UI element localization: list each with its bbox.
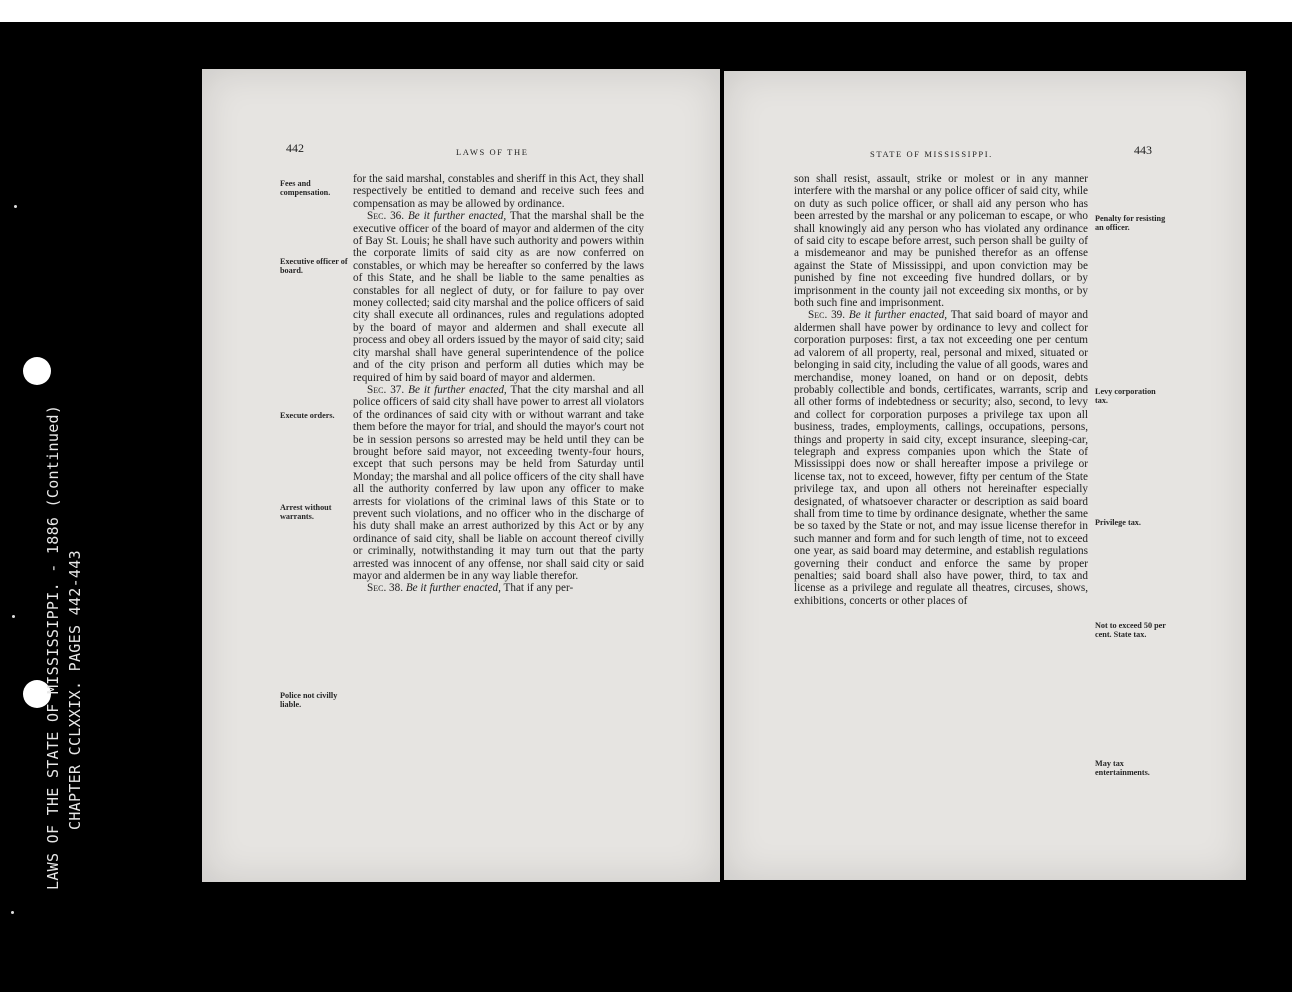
section-number: Sec. 39. (808, 309, 846, 322)
caption-line-1: LAWS OF THE STATE OF MISSISSIPPI. - 1886 (Continued) (44, 404, 62, 890)
paragraph (353, 173, 644, 210)
page-number: 442 (286, 141, 304, 155)
enacting-clause: Be it further enacted, (405, 582, 501, 595)
running-head: LAWS OF THE (456, 147, 529, 157)
enacting-clause: Be it further enacted, (408, 383, 507, 396)
text-column (353, 173, 644, 595)
paragraph (794, 173, 1088, 309)
binder-hole-top (23, 357, 51, 385)
margin-note: Execute orders. (280, 411, 335, 420)
microfilm-caption (42, 405, 86, 890)
film-speck (14, 205, 17, 208)
section-number: Sec. 37. (367, 383, 405, 396)
margin-note: Not to exceed 50 per cent. State tax. (1095, 621, 1166, 639)
left-page (202, 69, 720, 882)
margin-note: Levy corporation tax. (1095, 387, 1156, 405)
section-paragraph (353, 384, 644, 583)
text-column (794, 173, 1088, 607)
section-paragraph (353, 210, 644, 384)
enacting-clause: Be it further enacted, (407, 210, 507, 223)
paragraph-text: That the city marshal and all police officers of said city shall have power to arrest all violators of the ordinances of said city with or without warrant and take them before the mayor for trial, and should the mayor's court not be in session persons so arrested may be held until they can be brought before said mayor, not exceeding twenty-four hours, except that such persons may be held from Saturday until Monday; the marshal and all police officers of the city shall have all the authority conferred by law upon any officer to make arrests for violations of the criminal laws of this State or to prevent such violations, and no officer who in the discharge of his duty shall make an arrest authorized by this Act or by any ordinance of said city, shall be liable on account thereof civilly or criminally, notwithstanding it may turn out that the party arrested was innocent of any offense, nor shall said city or said mayor and aldermen be in any way liable therefor. (353, 383, 644, 582)
paragraph-text: That if any per- (503, 582, 574, 595)
page-number: 443 (1134, 143, 1152, 157)
margin-note: May tax entertainments. (1095, 759, 1150, 777)
margin-note: Privilege tax. (1095, 518, 1141, 527)
section-number: Sec. 36. (367, 210, 405, 223)
film-speck (12, 615, 15, 618)
margin-note: Executive officer of board. (280, 257, 348, 275)
enacting-clause: Be it further enacted, (848, 309, 948, 322)
paragraph-text: That said board of mayor and aldermen shall have power by ordinance to levy and collect for corporation purposes: first, a tax not exceeding one per centum ad valorem of all property, real, personal and mixed, situated or belonging in said city, including the value of all goods, wares and merchandise, money loaned, on hand or on deposit, debts probably collectible and bonds, certificates, warrants, scrip and all other forms of indebtedness or security; also, second, to levy and collect for corporation purposes a privilege tax upon all business, trades, employments, callings, occupations, persons, things and property in said city, except insurance, sleeping-car, telegraph and express companies upon which the State of Mississippi does now or shall hereafter impose a privilege or license tax, not to exceed, however, fifty per centum of the State privilege tax, and upon all others not hereinafter especially designated, of whatsoever character or description as said board shall from time to time by ordinance designate, whether the same be so taxed by the State or not, and may issue license therefor in such manner and form and for such length of time, not to exceed one year, as said board may determine, and establish regulations governing their conduct and enforce the same by proper penalties; said board shall also have power, third, to tax and license as a privilege and regulate all theatres, circuses, shows, exhibitions, concerts or other places of (794, 309, 1088, 607)
margin-note: Arrest without warrants. (280, 503, 332, 521)
paragraph-text: for the said marshal, constables and sheriff in this Act, they shall respectively be entitled to demand and receive such fees and compensation as may be allowed by ordinance. (353, 173, 644, 210)
scan-top-border (0, 0, 1292, 22)
margin-note: Police not civilly liable. (280, 691, 338, 709)
section-paragraph (794, 309, 1088, 607)
section-number: Sec. 38. (367, 582, 404, 595)
margin-note: Fees and compensation. (280, 179, 331, 197)
section-paragraph (353, 582, 644, 594)
paragraph-text: son shall resist, assault, strike or molest or in any manner interfere with the marshal or any police officer of said city, while on duty as such police officer, or shall aid any person who has been arrested by the marshal or any policeman to escape, or who shall knowingly aid any person who has violated any ordinance of said city to escape before arrest, such person shall be guilty of a misdemeanor and may be punished therefor as an offense against the State of Mississippi, and upon conviction may be punished by fine not exceeding five hundred dollars, or by imprisonment in the county jail not exceeding six months, or by both such fine and imprisonment. (794, 173, 1088, 310)
paragraph-text: That the marshal shall be the executive officer of the board of mayor and aldermen of the city of Bay St. Louis; he shall have such authority and powers within the corporate limits of said city as are now conferred on constables, or which may be hereafter so conferred by the laws of this State, and he shall be liable to the same penalties as constables for all neglect of duty, or for failure to pay over money collected; said city marshal and the police officers of said city shall execute all ordinances, rules and regulations adopted by the board of mayor and aldermen and shall execute all process and obey all orders issued by the mayor of said city; said city marshal shall have general superintendence of the police and of the city prison and perform all duties which may be required of him by said board of mayor and aldermen. (353, 210, 644, 384)
film-speck (11, 911, 14, 914)
running-head: STATE OF MISSISSIPPI. (870, 149, 993, 159)
margin-note: Penalty for resisting an officer. (1095, 214, 1166, 232)
caption-line-2: CHAPTER CCLXXIX. PAGES 442-443 (66, 550, 84, 830)
right-page (724, 71, 1246, 880)
